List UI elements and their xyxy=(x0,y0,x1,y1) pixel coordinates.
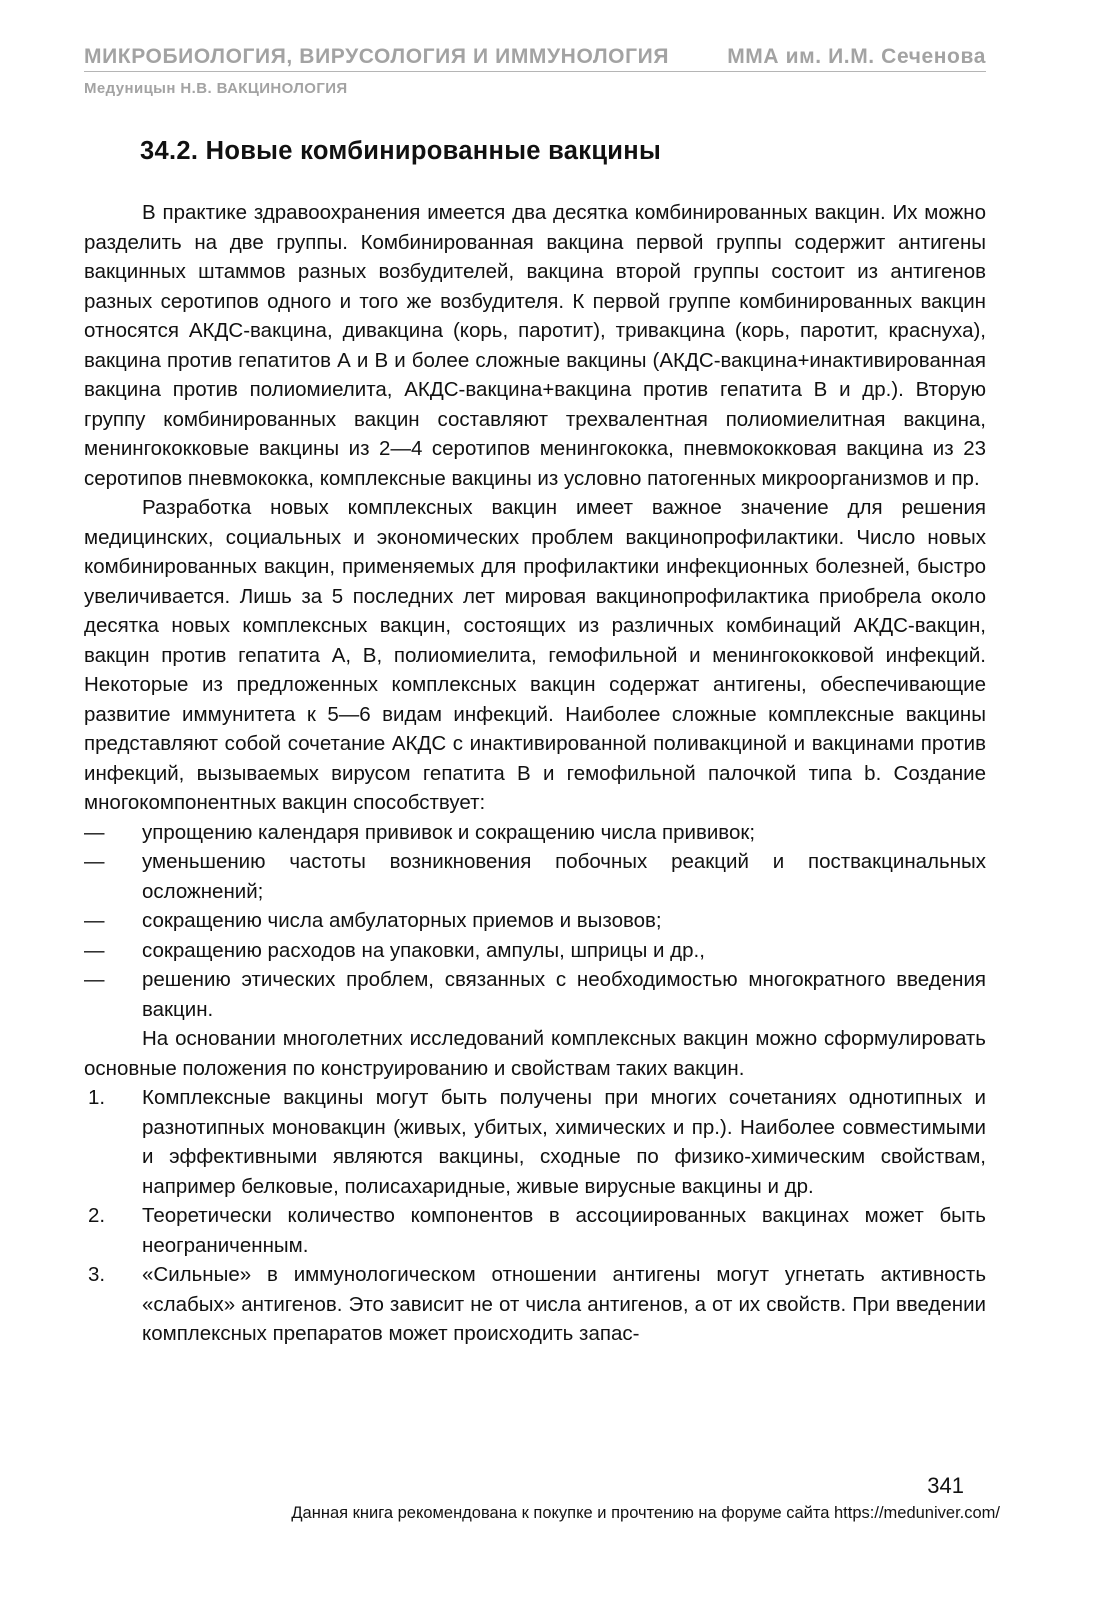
dash-list-item xyxy=(84,965,986,1024)
dash-marker: — xyxy=(84,938,105,962)
page-number: 341 xyxy=(927,1473,964,1498)
footer-note: Данная книга рекомендована к покупке и прочтению на форуме сайта https://meduniver.com/ xyxy=(291,1504,1000,1522)
numbered-list-item xyxy=(84,1083,986,1201)
paragraph: В практике здравоохранения имеется два десятка комбинированных вакцин. Их можно разделить на две группы. Комбинированная вакцина первой группы содержит антигены вакцинных штаммов разных возбудителей, вакцина второй группы состоит из антигенов разных серотипов одного и того же возбудителя. К первой группе комбинированных вакцин относятся АКДС-вакцина, дивакцина (корь, паротит), тривакцина (корь, паротит, краснуха), вакцина против гепатитов А и В и более сложные вакцины (АКДС-вакцина+инактивированная вакцина против полиомиелита, АКДС-вакцина+вакцина против гепатита В и др.). Вторую группу комбинированных вакцин составляют трехвалентная полиомиелитная вакцина, менингококковые вакцины из 2—4 серотипов менингококка, пневмококковая вакцина из 23 серотипов пневмококка, комплексные вакцины из условно патогенных микроорганизмов и пр. xyxy=(84,201,986,490)
item-number: 2. xyxy=(88,1204,106,1227)
numbered-list-item xyxy=(84,1201,986,1260)
dash-list-item xyxy=(84,847,986,906)
header-subtitle: Медуницын Н.В. ВАКЦИНОЛОГИЯ xyxy=(84,80,348,97)
dash-item-text: решению этических проблем, связанных с необходимостью многократного введения вакцин. xyxy=(142,968,986,1021)
dash-marker: — xyxy=(84,909,105,932)
header-left-title: МИКРОБИОЛОГИЯ, ВИРУСОЛОГИЯ И ИММУНОЛОГИЯ xyxy=(84,45,670,68)
section-title: 34.2. Новые комбинированные вакцины xyxy=(140,137,662,165)
numbered-list-item xyxy=(84,1260,986,1349)
dash-item-text: уменьшению частоты возникновения побочных реакций и поствакцинальных осложнений; xyxy=(142,850,986,903)
numbered-item-text: «Сильные» в иммунологическом отношении антигены могут угнетать активность «слабых» антигенов. Это зависит не от числа антигенов, а от их свойств. При введении комплексных препаратов может происходить запас- xyxy=(142,1263,986,1345)
dash-marker: — xyxy=(84,850,105,873)
dash-list-item xyxy=(84,818,986,848)
dash-marker: — xyxy=(84,820,105,844)
numbered-item-text: Комплексные вакцины могут быть получены при многих сочетаниях однотипных и разнотипных моновакцин (живых, убитых, химических и пр.). Наиболее совместимыми и эффективными являются вакцины, сходные по физико-химическим свойствам, например белковые, полисахаридные, живые вирусные вакцины и др. xyxy=(142,1086,986,1198)
dash-item-text: упрощению календаря прививок и сокращению числа прививок; xyxy=(142,820,756,844)
item-number: 1. xyxy=(88,1086,106,1109)
numbered-item-text: Теоретически количество компонентов в ассоциированных вакцинах может быть неограниченным. xyxy=(142,1204,986,1257)
dash-list-item xyxy=(84,936,986,966)
header-divider xyxy=(84,71,986,72)
dash-list-item xyxy=(84,906,986,936)
header-right-title: ММА им. И.М. Сеченова xyxy=(727,45,986,68)
item-number: 3. xyxy=(88,1263,106,1286)
dash-marker: — xyxy=(84,968,105,991)
dash-item-text: сокращению числа амбулаторных приемов и вызовов; xyxy=(142,909,662,932)
paragraph: На основании многолетних исследований комплексных вакцин можно сформулировать основные положения по конструированию и свойствам таких вакцин. xyxy=(84,1027,986,1080)
running-header xyxy=(84,46,986,67)
body-text xyxy=(84,198,986,1349)
paragraph: Разработка новых комплексных вакцин имеет важное значение для решения медицинских, социальных и экономических проблем вакцинопрофилактики. Число новых комбинированных вакцин, применяемых для профилактики инфекционных болезней, быстро увеличивается. Лишь за 5 последних лет мировая вакцинопрофилактика приобрела около десятка новых комплексных вакцин, состоящих из различных комбинаций АКДС-вакцин, вакцин против гепатита А, В, полиомиелита, гемофильной и менингококковой инфекций. Некоторые из предложенных комплексных вакцин содержат антигены, обеспечивающие развитие иммунитета к 5—6 видам инфекций. Наиболее сложные комплексные вакцины представляют собой сочетание АКДС с инактивированной поливакциной и вакцинами против инфекций, вызываемых вирусом гепатита В и гемофильной палочкой типа b. Создание многокомпонентных вакцин способствует: xyxy=(84,496,986,814)
dash-item-text: сокращению расходов на упаковки, ампулы, шприцы и др., xyxy=(142,938,705,962)
